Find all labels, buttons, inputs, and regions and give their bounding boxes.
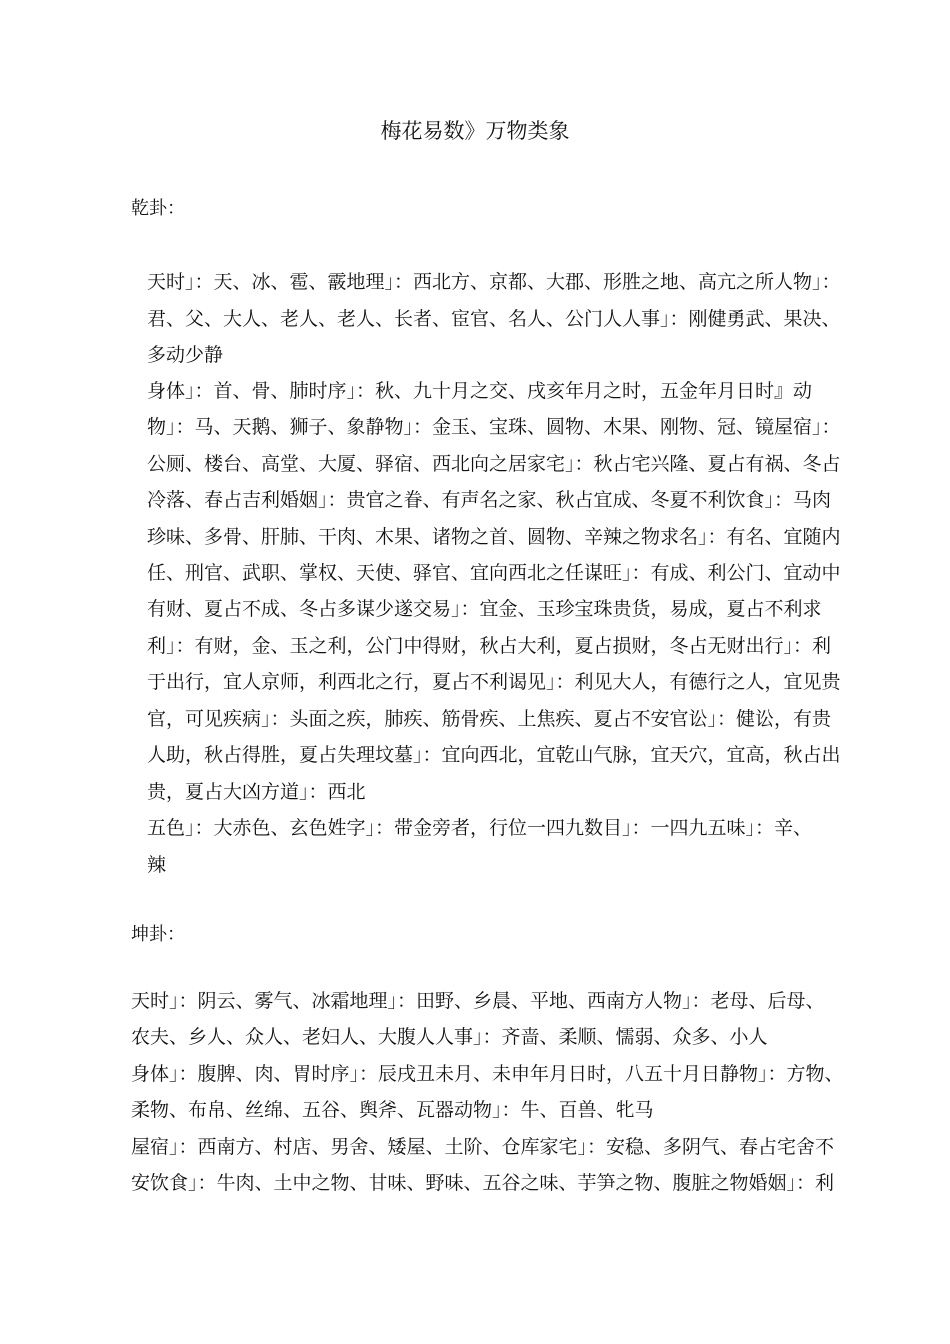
text-line: 人助，秋占得胜，夏占失理坟墓」：宜向西北，宜乾山气脉，宜天穴，宜高，秋占出	[147, 744, 841, 766]
text-line: 珍味、多骨、肝肺、干肉、木果、诸物之首、圆物、辛辣之物求名」：有名、宜随内	[147, 526, 841, 548]
section-heading-qian: 乾卦：	[131, 198, 185, 219]
text-line: 身体」：首、骨、肺时序」：秋、九十月之交、戌亥年月之时，五金年月日时』动	[147, 380, 813, 402]
text-line: 天时」：天、冰、雹、霰地理」：西北方、京都、大郡、形胜之地、高亢之所人物」：	[147, 271, 841, 293]
document-title: 梅花易数》万物类象	[380, 119, 570, 143]
text-line: 于出行，宜人京师，利西北之行，夏占不利谒见」：利见大人，有德行之人，宜见贵	[147, 671, 841, 693]
text-line: 有财、夏占不成、冬占多谋少遂交易」：宜金、玉珍宝珠贵货，易成，夏占不利求	[147, 598, 822, 620]
text-line: 农夫、乡人、众人、老妇人、大腹人人事」：齐啬、柔顺、懦弱、众多、小人	[131, 1026, 768, 1048]
text-line: 辣	[147, 854, 167, 876]
text-line: 君、父、大人、老人、老人、长者、宦官、名人、公门人人事」：刚健勇武、果决、	[147, 308, 841, 330]
text-line: 官，可见疾病」：头面之疾，肺疾、筋骨疾、上焦疾、夏占不安官讼」：健讼，有贵	[147, 708, 832, 730]
text-line: 公厕、楼台、高堂、大厦、驿宿、西北向之居家宅」：秋占宅兴隆、夏占有祸、冬占	[147, 453, 841, 475]
text-line: 屋宿」：西南方、村店、男舍、矮屋、土阶、仓库家宅」：安稳、多阴气、春占宅舍不	[131, 1136, 835, 1158]
text-line: 天时」：阴云、雾气、冰霜地理」：田野、乡晨、平地、西南方人物」：老母、后母、	[131, 990, 825, 1012]
section-heading-kun: 坤卦：	[131, 924, 185, 945]
text-line: 身体」：腹脾、肉、胃时序」：辰戌丑未月、未申年月日时，八五十月日静物」：方物、	[131, 1063, 844, 1085]
text-line: 冷落、春占吉利婚姻」：贵官之眷、有声名之家、秋占宜成、冬夏不利饮食」：马肉	[147, 489, 832, 511]
text-line: 贵，夏占大凶方道」：西北	[147, 781, 366, 803]
text-line: 利」：有财，金、玉之利，公门中得财，秋占大利，夏占损财，冬占无财出行」：利	[147, 635, 832, 657]
text-line: 安饮食」：牛肉、土中之物、甘味、野味、五谷之味、芋笋之物、腹脏之物婚姻」：利	[131, 1172, 835, 1194]
text-line: 任、刑官、武职、掌权、天使、驿官、宜向西北之任谋旺」：有成、利公门、宜动中	[147, 562, 841, 584]
text-line: 多动少静	[147, 344, 224, 366]
text-line: 五色」：大赤色、玄色姓字」：带金旁者，行位一四九数目」：一四九五味」：辛、	[147, 817, 813, 839]
text-line: 柔物、布帛、丝绵、五谷、舆斧、瓦器动物」：牛、百兽、牝马	[131, 1099, 654, 1121]
text-line: 物」：马、天鹅、狮子、象静物」：金玉、宝珠、圆物、木果、刚物、冠、镜屋宿」：	[147, 416, 841, 438]
